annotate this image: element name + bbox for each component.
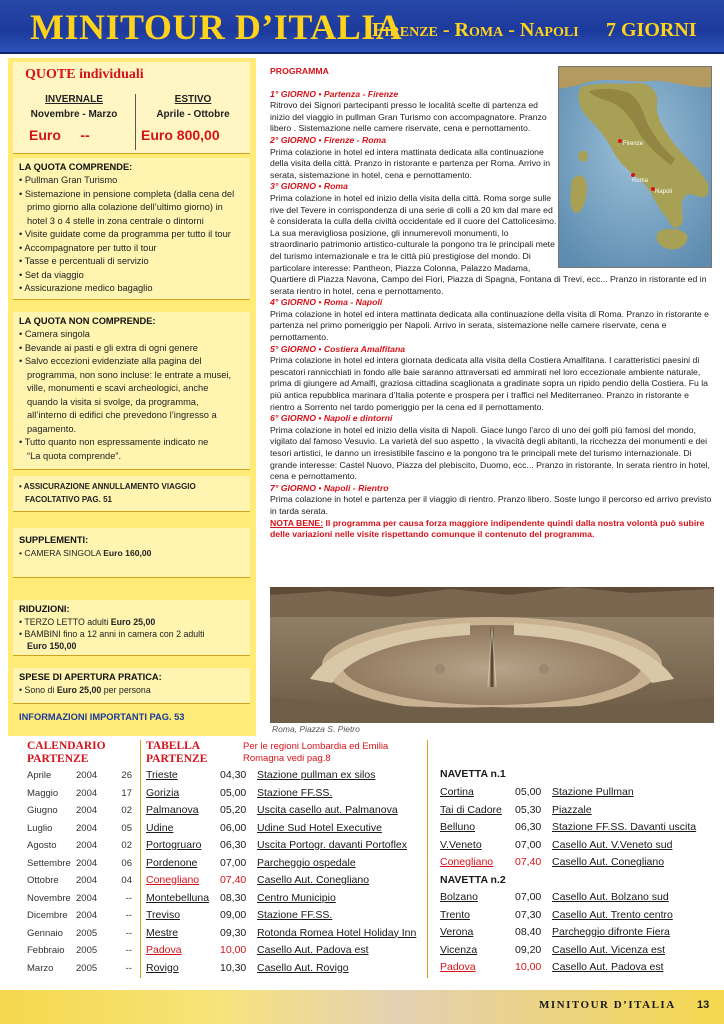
calendar-day: 02 [121,840,132,851]
departure-time: 09,30 [220,926,247,939]
calendar-day: 06 [121,857,132,869]
day-text: Prima colazione in hotel ed intera mattinata dedicata alla continuazione della visita della città. Pranzo in ristorante e partenza per Roma. Arrivo in serata, sistemazione in hotel, cena e pernottamento. [270,146,551,180]
departure-note: Per le regioni Lombardia ed Emilia [243,741,389,752]
calendar-year: 2004 [76,910,98,921]
departure-place: Udine Sud Hotel Executive [257,821,382,834]
departure-city: Trieste [146,769,178,781]
shuttle-place: Casello Aut. Conegliano [552,856,665,868]
calendar-year: 2005 [76,962,98,974]
departure-time: 05,00 [220,786,247,799]
day-number: 1° GIORNO • [270,88,324,99]
day-text: Prima colazione in hotel ed inizio della visita di Napoli. Giace lungo l’arco di uno dei golfi più famosi del mondo, vigilato dal famoso Vesuvio. La varietà del suo aspetto , la vivacità degli abitanti, la ricchezza dei monumenti e dei tesori artistici, le danno un irresistibile fascino e la pongono tra le principali mete del turismo internazionale. Di grande interesse: Castel Nuovo, Piazza del plebiscito, Duomo, ecc... Pranzo in ristorante. In serata rientro in hotel, cena e pernottamento. [270,424,710,482]
photo-drawing [270,587,714,723]
day-route: Napoli - Rientro [323,482,389,493]
calendar-year: 2004 [76,857,98,869]
calendar-day: -- [125,892,132,904]
departure-place: Uscita Portogr. davanti Portoflex [257,839,407,851]
day-text: Prima colazione in hotel ed intera mattinata dedicata alla continuazione della visita di Roma. Pranzo in ristorante e partenza nel primo pomeriggio per Napoli. Arrivo in serata, sistemazione nelle camere riservate, cena e pernottamento. [270,308,709,343]
day-number: 6° GIORNO • [270,413,324,424]
shuttle-city: Padova [440,961,476,973]
winter-period: Novembre - Marzo [30,109,118,120]
photo-caption: Roma, Piazza S. Pietro [272,724,360,734]
fees-suffix: per persona [103,685,151,695]
map-label-napoli: Napoli [655,189,673,195]
departure-city: Gorizia [146,786,180,799]
day-route: Costiera Amalfitana [323,343,406,354]
list-item: quando la visita si svolge, da programma, [27,396,199,407]
page-number: 13 [697,999,710,1011]
shuttle-time: 06,30 [515,821,542,833]
shuttle-time: 08,40 [515,926,542,938]
calendar-day: 26 [121,770,132,781]
list-item: • Accompagnatore per tutto il tour [19,242,157,253]
calendar-month: Aprile [27,770,52,781]
list-item: hotel 3 o 4 stelle in zona centrale o dintorni [27,215,204,226]
column-divider [140,740,141,978]
note-label: NOTA BENE: [270,517,324,528]
shuttle-place: Casello Aut. Trento centro [552,908,673,921]
shuttle-city: Vicenza [440,943,478,956]
shuttle-city: Conegliano [440,856,494,868]
summer-period: Aprile - Ottobre [156,109,230,120]
supplements-box [13,528,250,578]
day-number: 5° GIORNO • [270,343,324,354]
day-number: 3° GIORNO • [270,181,324,192]
day-number: 7° GIORNO • [270,482,324,493]
calendar-day: 02 [121,805,132,816]
list-item: • Camera singola [19,329,90,339]
programme-day [270,89,556,135]
calendar-month: Luglio [27,822,53,834]
list-item: primo giorno alla colazione dell’ultimo giorno) in [27,202,223,212]
departure-city: Conegliano [146,874,200,886]
list-item: programma, non sono incluse: le entrate a musei, [27,369,232,380]
list-item: • Tutto quanto non espressamente indicato ne [19,437,209,447]
shuttle-place: Parcheggio difronte Fiera [552,926,670,938]
departure-city: Mestre [146,926,179,939]
departure-city: Montebelluna [146,891,210,904]
note-text [270,518,716,541]
fees-price: Euro 25,00 [56,685,102,695]
calendar-month: Giugno [27,805,58,816]
quote-box [13,62,250,154]
departure-city: Portogruaro [146,839,202,851]
calendar-month: Dicembre [27,910,68,921]
day-text: Prima colazione in hotel ed intera giornata dedicata alla visita della Costiera Amalfitana. I caratteristici paesini di pescatori rannicchiati in fondo alle baie saranno attraversati ed ammirati nel loro eccezionale ambiente naturale, prima di giungere ad Amalfi, graziosa cittadina scaglionata a gradinate sopra un ripido pendio della Costiera. Fu la più antica repubblica marinara d’Italia potente e prospera per i traffici nel Mediterraneo. Pranzo in ristorante e rientro a Sorrento nel tardo pomeriggio per la cena ed il pernottamento. [270,355,709,412]
tour-duration: 7 GIORNI [606,19,697,41]
day-text: Prima colazione in hotel e partenza per il viaggio di rientro. Pranzo libero. Soste lungo il percorso ed arrivo previsto in tarda serata. [270,494,712,516]
departure-table-title: PARTENZE [146,753,208,765]
calendar-year: 2004 [76,892,98,904]
calendar-month: Maggio [27,787,59,799]
calendar-day: 04 [121,875,132,886]
reductions-box [13,600,250,656]
departure-place: Stazione FF.SS. [257,786,333,799]
shuttle-time: 07,40 [515,856,542,868]
departure-city: Udine [146,821,174,834]
programme-day [270,483,716,518]
departure-place: Uscita casello aut. Palmanova [257,804,398,816]
map-label-firenze: Firenze [623,141,644,147]
page-footer [0,990,724,1024]
programme-title: PROGRAMMA [270,66,329,76]
fees-title: SPESE DI APERTURA PRATICA: [19,672,162,682]
includes-title: LA QUOTA COMPRENDE: [19,162,133,172]
departure-time: 10,30 [220,961,247,974]
shuttle-city: Belluno [440,821,476,833]
calendar-year: 2004 [76,840,98,851]
calendar-month: Novembre [27,892,71,904]
programme-day [270,344,716,414]
day-route: Roma [323,181,348,192]
st-peters-square-photo [270,587,714,723]
list-item: pagamento. [27,423,77,434]
calendar-year: 2005 [76,945,98,956]
list-item: • Salvo eccezioni evidenziate alla pagina del [19,356,202,366]
day-text: Ritrovo dei Signori partecipanti presso le località scelte di partenza ed inizio del viaggio in pullman Gran Turismo con accompagnatore. Pranzo libero . Sistemazione nelle camere riservate, cena e pernottamento. [270,100,547,134]
shuttle-time: 07,30 [515,908,542,921]
shuttle-place: Piazzale [552,803,592,816]
calendar-day: 05 [121,822,132,834]
reduction-price: Euro 25,00 [110,617,156,627]
list-item: • Tasse e percentuali di servizio [19,256,149,266]
supplements-title: SUPPLEMENTI: [19,535,89,545]
fees-label: • Sono di [19,685,55,695]
calendar-year: 2004 [76,770,98,781]
departure-time: 06,30 [220,839,247,851]
calendar-day: 17 [121,787,132,799]
shuttle-place: Stazione Pullman [552,786,634,798]
list-item: • Visite guidate come da programma per tutto il tour [19,229,231,239]
departure-place: Centro Municipio [257,891,336,904]
shuttle-place: Casello Aut. Vicenza est [552,943,666,956]
departure-time: 09,00 [220,909,247,921]
shuttle-time: 05,00 [515,786,542,798]
departure-city: Pordenone [146,856,198,869]
departure-time: 07,00 [220,856,247,869]
winter-price: Euro -- [29,127,90,143]
departure-city: Padova [146,944,182,956]
list-item: • Sistemazione in pensione completa (dalla cena del [19,188,235,199]
supplement-price: Euro 160,00 [103,548,152,558]
departure-place: Stazione FF.SS. [257,909,333,921]
departure-city: Rovigo [146,961,179,974]
note-body: Il programma per causa forza maggiore indipendente quindi dalla nostra volontà può subire delle variazioni nelle visite rispettando comunque il contenuto del programma. [270,517,705,540]
calendar-day: -- [125,945,132,956]
shuttle-city: Trento [440,908,470,921]
list-item: • Assicurazione medico bagaglio [19,283,153,293]
winter-heading: INVERNALE [45,94,103,105]
reductions-title: RIDUZIONI: [19,604,70,614]
day-number: 4° GIORNO • [270,297,324,308]
reduction-label: • TERZO LETTO adulti [19,617,109,627]
shuttle-time: 10,00 [515,961,542,973]
shuttle-place: Casello Aut. V.Veneto sud [552,838,673,851]
departure-city: Palmanova [146,804,199,816]
excludes-box [13,312,250,470]
calendar-month: Ottobre [27,875,59,886]
list-item: • Pullman Gran Turismo [19,175,118,185]
page-title: MINITOUR D’ITALIA [30,7,403,47]
calendar-day: -- [125,910,132,921]
departure-time: 07,40 [220,874,247,886]
shuttle-time: 09,20 [515,943,542,956]
shuttle-time: 05,30 [515,803,542,816]
calendar-month: Gennaio [27,927,63,939]
calendar-month: Settembre [27,857,71,869]
quote-title: QUOTE individuali [25,67,144,82]
italy-map [558,66,712,268]
includes-box [13,158,250,300]
day-number: 2° GIORNO • [270,134,324,145]
important-info-link[interactable]: INFORMAZIONI IMPORTANTI PAG. 53 [19,712,185,722]
list-item: ville, monumenti e scavi archeologici, anche [27,383,209,393]
departure-note: Romagna vedi pag.8 [243,753,331,764]
calendar-title: CALENDARIO [27,740,106,752]
footer-brand: MINITOUR D’ITALIA [539,999,676,1011]
day-route: Partenza - Firenze [323,88,399,99]
shuttle-city: V.Veneto [440,838,482,851]
calendar-year: 2004 [76,875,98,886]
shuttle-city: Cortina [440,786,474,798]
day-text: Prima colazione in hotel ed inizio della visita della città. Roma sorge sulle rive del Tevere in corrispondenza di una serie di colli a 20 km dal mare ed è considerata la culla della civiltà occidentale ed il cuore del Cattolicesimo. La sua meravigliosa posizione, gli innumerevoli monumenti, lo straordinario patrimonio artistico-culturale la pongono tra le principali mete del turismo internazionale e tra le città più prestigiose del mondo. Di particolare interesse: Pantheon, Piazza Colonna, Palazzo Madama, Quartiere di Piazza Navona, Campo dei Fiori, Piazza di Spagna, Fontana di Trevi, ecc... Pranzo in ristorante ed in serata rientro in hotel, cena e pernottamento. [270,192,707,296]
day-route: Firenze - Roma [323,134,387,145]
tour-cities: Firenze - Roma - Napoli [372,19,579,41]
calendar-day: -- [125,927,132,939]
shuttle-city: Tai di Cadore [440,803,502,816]
calendar-month: Agosto [27,840,57,851]
list-item: all’interno di edifici che prevedono l’ingresso a [27,410,217,420]
calendar-year: 2004 [76,822,98,834]
page-header [0,0,724,54]
calendar-year: 2005 [76,927,98,939]
departure-time: 04,30 [220,769,247,781]
departure-table-title: TABELLA [146,740,201,752]
summer-price: Euro 800,00 [141,127,220,143]
day-route: Roma - Napoli [323,297,383,308]
shuttle-time: 07,00 [515,838,542,851]
departure-city: Treviso [146,909,181,921]
column-divider [427,740,428,978]
calendar-day: -- [125,962,132,974]
calendar-month: Marzo [27,962,54,974]
calendar-month: Febbraio [27,945,65,956]
list-item: • Set da viaggio [19,269,84,280]
italy-map-drawing [559,67,712,268]
shuttle-city: Bolzano [440,891,478,903]
map-label-roma: Roma [632,178,649,184]
departure-time: 10,00 [220,944,247,956]
programme-day [270,297,716,343]
departure-place: Casello Aut. Conegliano [257,874,370,886]
shuttle-place: Stazione FF.SS. Davanti uscita [552,821,697,833]
reduction-price: Euro 150,00 [27,641,77,651]
insurance-line: • ASSICURAZIONE ANNULLAMENTO VIAGGIO [19,482,196,491]
reduction-label: • BAMBINI fino a 12 anni in camera con 2 adulti [19,629,205,639]
calendar-year: 2004 [76,787,98,799]
calendar-title: PARTENZE [27,753,89,765]
departure-time: 05,20 [220,804,247,816]
fees-box [13,668,250,704]
programme-day [270,135,556,181]
list-item: “La quota comprende”. [27,450,122,461]
shuttle-time: 07,00 [515,891,542,903]
supplement-label: • CAMERA SINGOLA [19,548,101,558]
excludes-title: LA QUOTA NON COMPRENDE: [19,316,156,326]
day-route: Napoli e dintorni [323,413,393,424]
departure-place: Rotonda Romea Hotel Holiday Inn [257,926,417,939]
departure-place: Casello Aut. Rovigo [257,961,349,974]
shuttle-place: Casello Aut. Bolzano sud [552,891,669,903]
shuttle-place: Casello Aut. Padova est [552,961,664,973]
departure-place: Stazione pullman ex silos [257,769,376,781]
calendar-year: 2004 [76,805,98,816]
departure-time: 08,30 [220,891,247,904]
insurance-line: FACOLTATIVO PAG. 51 [25,495,112,504]
summer-heading: ESTIVO [174,94,212,105]
departure-place: Parcheggio ospedale [257,856,356,869]
departure-place: Casello Aut. Padova est [257,944,369,956]
shuttle-1-title: NAVETTA n.1 [440,768,506,780]
shuttle-2-title: NAVETTA n.2 [440,874,506,886]
programme-day [270,413,716,483]
list-item: • Bevande ai pasti e gli extra di ogni genere [19,342,198,353]
shuttle-city: Verona [440,926,474,938]
departure-time: 06,00 [220,821,247,834]
insurance-box [13,476,250,512]
